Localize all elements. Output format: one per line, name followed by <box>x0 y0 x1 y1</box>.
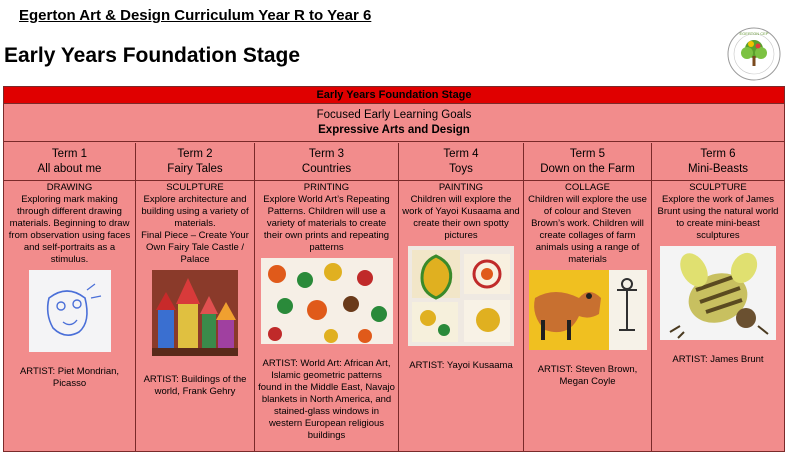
goals-line: Focused Early Learning Goals <box>316 109 472 121</box>
term-topic: Countries <box>301 163 352 175</box>
mini-beast-sculpture-image <box>660 246 776 340</box>
term-label: Term 6 <box>700 148 736 160</box>
term-artist: ARTIST: James Brunt <box>672 354 764 365</box>
term-header <box>399 143 523 181</box>
term-label: Term 5 <box>569 148 606 160</box>
learning-goals-row <box>4 104 784 142</box>
term-description: Explore World Art’s Repeating Patterns. Children will use a variety of materials to create their own prints and repeating patterns <box>263 194 390 253</box>
term-artist: ARTIST: Yayoi Kusaama <box>409 360 513 371</box>
page-title: Early Years Foundation Stage <box>4 44 301 67</box>
term-column-2 <box>136 143 255 451</box>
castle-sculpture-image <box>152 270 238 356</box>
term-final-piece: Final Piece – Create Your Own Fairy Tale Castle / Palace <box>141 230 249 265</box>
term-description: Children will explore the use of colour and Steven Brown’s work. Children will create collages of farm animals using a range of materials <box>528 194 647 265</box>
hand-print-pattern-image <box>261 258 393 344</box>
term-description: Explore architecture and building using a variety of materials. <box>141 194 249 229</box>
farm-animal-collage-image <box>529 270 647 350</box>
term-header <box>652 143 784 181</box>
term-column-4 <box>399 143 524 451</box>
document-heading: Egerton Art & Design Curriculum Year R to Year 6 <box>19 7 372 24</box>
term-header <box>255 143 398 181</box>
term-description: Explore the work of James Brunt using the natural world to create mini-beast sculptures <box>657 194 779 241</box>
table-banner: Early Years Foundation Stage <box>4 87 784 104</box>
school-logo <box>727 27 781 81</box>
term-column-1 <box>4 143 136 451</box>
svg-text:EGERTON CEP: EGERTON CEP <box>739 31 769 36</box>
term-artist: ARTIST: Buildings of the world, Frank Gehry <box>143 374 247 397</box>
goals-subject: Expressive Arts and Design <box>318 124 470 136</box>
spotty-paintings-image <box>408 246 514 346</box>
term-column-5 <box>524 143 652 451</box>
term-artist: ARTIST: Steven Brown, Megan Coyle <box>537 364 638 387</box>
term-topic: Toys <box>449 163 473 175</box>
term-label: Term 1 <box>51 148 88 160</box>
term-topic: Mini-Beasts <box>687 163 749 175</box>
term-column-6 <box>652 143 784 451</box>
curriculum-table <box>3 86 785 452</box>
term-description: Exploring mark making through different drawing materials. Beginning to draw from observation using faces and self-portraits as a stimulus. <box>8 194 131 265</box>
self-portrait-drawing-image <box>29 270 111 352</box>
term-artist: ARTIST: World Art: African Art, Islamic geometric patterns found in the Middle East, Navajo blankets in North America, and stained-glass windows in western European religious buildings <box>258 358 395 441</box>
term-label: Term 4 <box>443 148 479 160</box>
term-header <box>4 143 135 181</box>
term-topic: All about me <box>37 163 102 175</box>
term-discipline: SCULPTURE <box>689 182 747 193</box>
term-label: Term 3 <box>308 148 345 160</box>
term-discipline: PRINTING <box>303 182 350 193</box>
term-column-3 <box>255 143 399 451</box>
term-topic: Down on the Farm <box>540 163 635 175</box>
term-topic: Fairy Tales <box>167 163 223 175</box>
term-discipline: DRAWING <box>46 182 93 193</box>
term-header <box>524 143 651 181</box>
term-label: Term 2 <box>177 148 213 160</box>
term-description: Children will explore the work of Yayoi Kusaama and create their own spotty pictures <box>402 194 520 241</box>
term-artist: ARTIST: Piet Mondrian, Picasso <box>19 366 120 389</box>
term-discipline: SCULPTURE <box>166 182 224 193</box>
term-header <box>136 143 254 181</box>
term-discipline: PAINTING <box>438 182 484 193</box>
term-discipline: COLLAGE <box>565 182 610 193</box>
